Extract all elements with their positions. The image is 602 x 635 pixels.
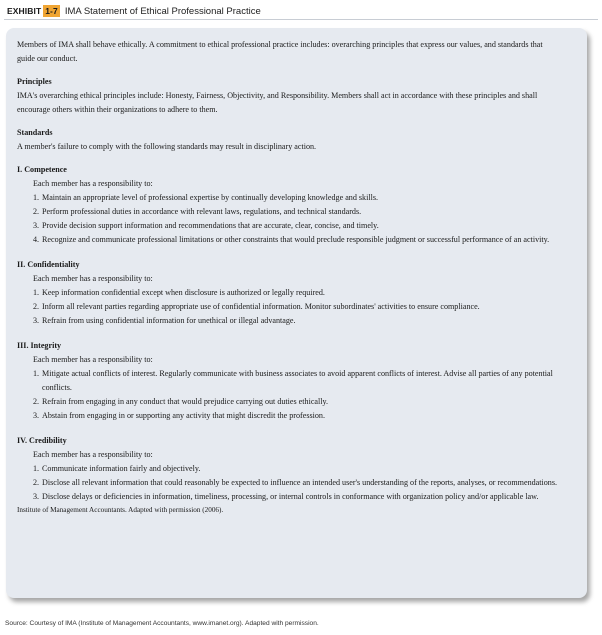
item-number: 2. (33, 397, 40, 406)
list-item (17, 409, 562, 423)
exhibit-label (7, 6, 60, 16)
item-number: 3. (33, 221, 40, 230)
item-text: Refrain from engaging in any conduct that would prejudice carrying out duties ethically. (42, 397, 329, 406)
list-item (17, 476, 562, 490)
list-item (17, 300, 562, 314)
exhibit-title: IMA Statement of Ethical Professional Practice (64, 5, 261, 17)
item-number: 4. (33, 235, 40, 244)
item-text: Provide decision support information and recommendations that are accurate, clear, concise, and timely. (42, 221, 379, 230)
item-number: 3. (33, 492, 40, 501)
principles-text: IMA's overarching ethical principles include: Honesty, Fairness, Objectivity, and Responsibility. Members shall act in accordance with these principles and shall encourage others within their organizations to adhere to them. (17, 91, 538, 114)
item-text: Disclose delays or deficiencies in information, timeliness, processing, or internal controls in conformance with organization policy and/or applicable law. (42, 492, 539, 501)
item-number: 1. (33, 193, 40, 202)
list-item (17, 395, 562, 409)
list-item (17, 490, 562, 504)
item-text: Perform professional duties in accordance with relevant laws, regulations, and technical standards. (42, 207, 362, 216)
item-text: Disclose all relevant information that could reasonably be expected to influence an intended user's understanding of the reports, analyses, or recommendations. (42, 478, 558, 487)
list-item (17, 191, 562, 205)
item-text: Keep information confidential except when disclosure is authorized or legally required. (42, 288, 325, 297)
item-text: Inform all relevant parties regarding appropriate use of confidential information. Monitor subordinates' activities to ensure compliance. (42, 302, 480, 311)
item-number: 2. (33, 302, 40, 311)
list-item (17, 219, 562, 233)
principles-heading: Principles (17, 77, 52, 86)
section-lead: Each member has a responsibility to: (33, 179, 153, 188)
header-rule (4, 19, 598, 20)
item-number: 1. (33, 464, 40, 473)
item-text: Communicate information fairly and objectively. (42, 464, 201, 473)
exhibit-header (7, 4, 261, 18)
statement-content (17, 38, 562, 516)
item-number: 2. (33, 478, 40, 487)
standards-text: A member's failure to comply with the following standards may result in disciplinary action. (17, 142, 317, 151)
item-number: 2. (33, 207, 40, 216)
item-text: Maintain an appropriate level of professional expertise by continually developing knowledge and skills. (42, 193, 379, 202)
exhibit-word: EXHIBIT (7, 6, 42, 16)
item-text: Refrain from using confidential information for unethical or illegal advantage. (42, 316, 296, 325)
section-lead: Each member has a responsibility to: (33, 450, 153, 459)
item-text: Mitigate actual conflicts of interest. Regularly communicate with business associates to avoid apparent conflicts of interest. Advise all parties of any potential conflicts. (42, 369, 553, 392)
list-item (17, 233, 562, 247)
section-competence (17, 163, 562, 247)
source-note: Source: Courtesy of IMA (Institute of Management Accountants, www.imanet.org). Adapted with permission. (5, 620, 319, 627)
standards-heading: Standards (17, 128, 53, 137)
section-heading: II. Confidentiality (17, 260, 80, 269)
section-credibility (17, 434, 562, 504)
item-number: 1. (33, 369, 40, 378)
exhibit-number: 1-7 (45, 6, 58, 16)
list-item (17, 367, 562, 395)
item-number: 3. (33, 316, 40, 325)
item-text: Recognize and communicate professional limitations or other constraints that would preclude responsible judgment or successful performance of an activity. (42, 235, 550, 244)
list-item (17, 462, 562, 476)
item-number: 1. (33, 288, 40, 297)
section-heading: IV. Credibility (17, 436, 67, 445)
intro-paragraph: Members of IMA shall behave ethically. A commitment to ethical professional practice includes: overarching principles that express our values, and standards that guide our conduct. (17, 40, 543, 63)
list-item (17, 205, 562, 219)
item-number: 3. (33, 411, 40, 420)
list-item (17, 286, 562, 300)
section-heading: I. Competence (17, 165, 67, 174)
section-lead: Each member has a responsibility to: (33, 274, 153, 283)
item-text: Abstain from engaging in or supporting any activity that might discredit the profession. (42, 411, 326, 420)
list-item (17, 314, 562, 328)
section-confidentiality (17, 258, 562, 328)
section-integrity (17, 339, 562, 423)
ima-credit: Institute of Management Accountants. Adapted with permission (2006). (17, 506, 224, 514)
section-heading: III. Integrity (17, 341, 62, 350)
section-lead: Each member has a responsibility to: (33, 355, 153, 364)
